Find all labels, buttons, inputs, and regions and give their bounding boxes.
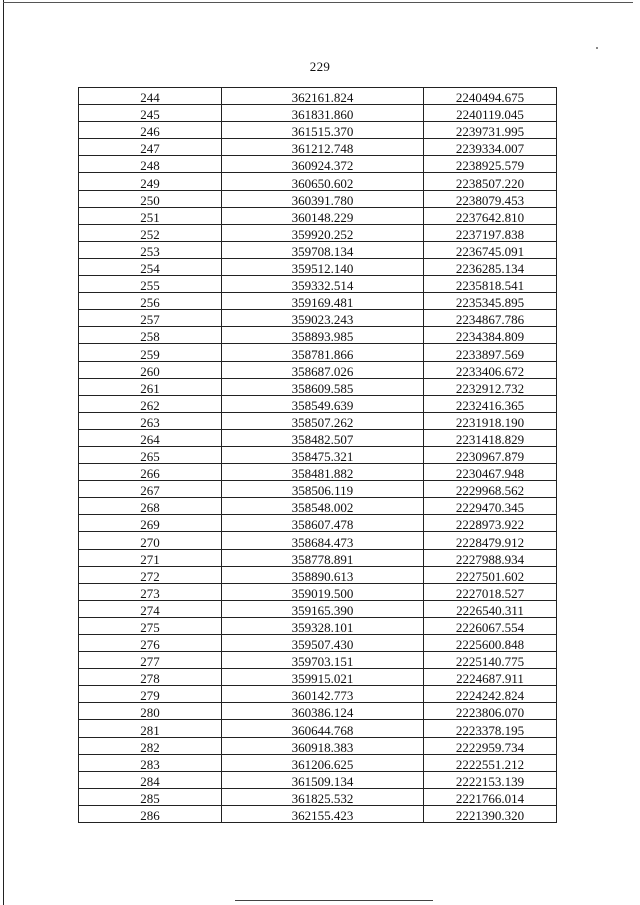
- point-number-cell: 279: [79, 686, 222, 703]
- x-coordinate-cell: 360644.768: [222, 720, 424, 737]
- footer-rule: [235, 900, 433, 901]
- point-number-cell: 245: [79, 105, 222, 122]
- y-coordinate-cell: 2237197.838: [424, 224, 557, 241]
- y-coordinate-cell: 2236285.134: [424, 258, 557, 275]
- point-number-cell: 257: [79, 310, 222, 327]
- point-number-cell: 269: [79, 515, 222, 532]
- x-coordinate-cell: 360924.372: [222, 156, 424, 173]
- page-number: 229: [309, 59, 331, 74]
- table-row: [79, 635, 557, 652]
- point-number-cell: 254: [79, 258, 222, 275]
- point-number-cell: 271: [79, 549, 222, 566]
- point-number-cell: 268: [79, 498, 222, 515]
- table-row: [79, 88, 557, 105]
- x-coordinate-cell: 359703.151: [222, 652, 424, 669]
- y-coordinate-cell: 2222551.212: [424, 754, 557, 771]
- point-number-cell: 270: [79, 532, 222, 549]
- table-row: [79, 361, 557, 378]
- x-coordinate-cell: 359512.140: [222, 258, 424, 275]
- x-coordinate-cell: 358548.002: [222, 498, 424, 515]
- x-coordinate-cell: 358890.613: [222, 566, 424, 583]
- y-coordinate-cell: 2233897.569: [424, 344, 557, 361]
- x-coordinate-cell: 358507.262: [222, 412, 424, 429]
- table-row: [79, 600, 557, 617]
- y-coordinate-cell: 2227988.934: [424, 549, 557, 566]
- point-number-cell: 273: [79, 583, 222, 600]
- table-row: [79, 310, 557, 327]
- x-coordinate-cell: 358893.985: [222, 327, 424, 344]
- x-coordinate-cell: 361509.134: [222, 771, 424, 788]
- y-coordinate-cell: 2230467.948: [424, 464, 557, 481]
- y-coordinate-cell: 2240494.675: [424, 88, 557, 105]
- y-coordinate-cell: 2235818.541: [424, 276, 557, 293]
- y-coordinate-cell: 2233406.672: [424, 361, 557, 378]
- y-coordinate-cell: 2236745.091: [424, 241, 557, 258]
- table-row: [79, 412, 557, 429]
- point-number-cell: 266: [79, 464, 222, 481]
- table-row: [79, 258, 557, 275]
- x-coordinate-cell: 360650.602: [222, 173, 424, 190]
- y-coordinate-cell: 2224687.911: [424, 669, 557, 686]
- table-row: [79, 481, 557, 498]
- y-coordinate-cell: 2234384.809: [424, 327, 557, 344]
- x-coordinate-cell: 360386.124: [222, 703, 424, 720]
- coordinates-table-wrapper: [78, 87, 555, 823]
- point-number-cell: 285: [79, 788, 222, 805]
- x-coordinate-cell: 358481.882: [222, 464, 424, 481]
- point-number-cell: 267: [79, 481, 222, 498]
- table-row: [79, 446, 557, 463]
- x-coordinate-cell: 361515.370: [222, 122, 424, 139]
- y-coordinate-cell: 2238925.579: [424, 156, 557, 173]
- table-row: [79, 566, 557, 583]
- point-number-cell: 276: [79, 635, 222, 652]
- point-number-cell: 250: [79, 190, 222, 207]
- point-number-cell: 275: [79, 617, 222, 634]
- table-row: [79, 720, 557, 737]
- scan-edge-top: [3, 2, 633, 3]
- table-row: [79, 771, 557, 788]
- x-coordinate-cell: 361831.860: [222, 105, 424, 122]
- y-coordinate-cell: 2234867.786: [424, 310, 557, 327]
- x-coordinate-cell: 359708.134: [222, 241, 424, 258]
- point-number-cell: 259: [79, 344, 222, 361]
- y-coordinate-cell: 2224242.824: [424, 686, 557, 703]
- table-row: [79, 498, 557, 515]
- x-coordinate-cell: 360918.383: [222, 737, 424, 754]
- point-number-cell: 263: [79, 412, 222, 429]
- table-row: [79, 395, 557, 412]
- point-number-cell: 280: [79, 703, 222, 720]
- point-number-cell: 251: [79, 207, 222, 224]
- y-coordinate-cell: 2226067.554: [424, 617, 557, 634]
- x-coordinate-cell: 359915.021: [222, 669, 424, 686]
- point-number-cell: 244: [79, 88, 222, 105]
- y-coordinate-cell: 2229968.562: [424, 481, 557, 498]
- table-row: [79, 429, 557, 446]
- point-number-cell: 249: [79, 173, 222, 190]
- y-coordinate-cell: 2222959.734: [424, 737, 557, 754]
- y-coordinate-cell: 2222153.139: [424, 771, 557, 788]
- point-number-cell: 247: [79, 139, 222, 156]
- x-coordinate-cell: 358482.507: [222, 429, 424, 446]
- point-number-cell: 274: [79, 600, 222, 617]
- table-row: [79, 156, 557, 173]
- x-coordinate-cell: 361825.532: [222, 788, 424, 805]
- table-row: [79, 173, 557, 190]
- x-coordinate-cell: 359332.514: [222, 276, 424, 293]
- x-coordinate-cell: 358778.891: [222, 549, 424, 566]
- y-coordinate-cell: 2228973.922: [424, 515, 557, 532]
- y-coordinate-cell: 2235345.895: [424, 293, 557, 310]
- y-coordinate-cell: 2232416.365: [424, 395, 557, 412]
- y-coordinate-cell: 2229470.345: [424, 498, 557, 515]
- table-row: [79, 549, 557, 566]
- x-coordinate-cell: 362155.423: [222, 805, 424, 822]
- table-row: [79, 788, 557, 805]
- x-coordinate-cell: 358687.026: [222, 361, 424, 378]
- x-coordinate-cell: 358684.473: [222, 532, 424, 549]
- table-row: [79, 327, 557, 344]
- coordinates-table: [78, 87, 557, 823]
- x-coordinate-cell: 358607.478: [222, 515, 424, 532]
- y-coordinate-cell: 2223806.070: [424, 703, 557, 720]
- x-coordinate-cell: 358475.321: [222, 446, 424, 463]
- y-coordinate-cell: 2231418.829: [424, 429, 557, 446]
- table-row: [79, 207, 557, 224]
- table-row: [79, 737, 557, 754]
- table-row: [79, 805, 557, 822]
- x-coordinate-cell: 358549.639: [222, 395, 424, 412]
- x-coordinate-cell: 360391.780: [222, 190, 424, 207]
- y-coordinate-cell: 2226540.311: [424, 600, 557, 617]
- x-coordinate-cell: 359328.101: [222, 617, 424, 634]
- point-number-cell: 284: [79, 771, 222, 788]
- point-number-cell: 277: [79, 652, 222, 669]
- table-row: [79, 105, 557, 122]
- x-coordinate-cell: 360142.773: [222, 686, 424, 703]
- table-row: [79, 190, 557, 207]
- point-number-cell: 262: [79, 395, 222, 412]
- x-coordinate-cell: 359023.243: [222, 310, 424, 327]
- table-row: [79, 122, 557, 139]
- point-number-cell: 255: [79, 276, 222, 293]
- point-number-cell: 248: [79, 156, 222, 173]
- point-number-cell: 272: [79, 566, 222, 583]
- y-coordinate-cell: 2238507.220: [424, 173, 557, 190]
- y-coordinate-cell: 2240119.045: [424, 105, 557, 122]
- x-coordinate-cell: 361212.748: [222, 139, 424, 156]
- x-coordinate-cell: 362161.824: [222, 88, 424, 105]
- y-coordinate-cell: 2239334.007: [424, 139, 557, 156]
- table-row: [79, 652, 557, 669]
- point-number-cell: 283: [79, 754, 222, 771]
- table-row: [79, 703, 557, 720]
- point-number-cell: 256: [79, 293, 222, 310]
- y-coordinate-cell: 2221390.320: [424, 805, 557, 822]
- y-coordinate-cell: 2225600.848: [424, 635, 557, 652]
- y-coordinate-cell: 2239731.995: [424, 122, 557, 139]
- y-coordinate-cell: 2221766.014: [424, 788, 557, 805]
- y-coordinate-cell: 2232912.732: [424, 378, 557, 395]
- table-row: [79, 224, 557, 241]
- table-row: [79, 241, 557, 258]
- table-row: [79, 532, 557, 549]
- x-coordinate-cell: 359920.252: [222, 224, 424, 241]
- point-number-cell: 261: [79, 378, 222, 395]
- x-coordinate-cell: 361206.625: [222, 754, 424, 771]
- point-number-cell: 281: [79, 720, 222, 737]
- x-coordinate-cell: 358609.585: [222, 378, 424, 395]
- y-coordinate-cell: 2228479.912: [424, 532, 557, 549]
- point-number-cell: 252: [79, 224, 222, 241]
- table-row: [79, 686, 557, 703]
- coordinates-table-body: [79, 88, 557, 823]
- point-number-cell: 286: [79, 805, 222, 822]
- y-coordinate-cell: 2223378.195: [424, 720, 557, 737]
- point-number-cell: 278: [79, 669, 222, 686]
- x-coordinate-cell: 358781.866: [222, 344, 424, 361]
- scan-speck: [596, 47, 598, 49]
- point-number-cell: 253: [79, 241, 222, 258]
- table-row: [79, 617, 557, 634]
- table-row: [79, 293, 557, 310]
- y-coordinate-cell: 2227501.602: [424, 566, 557, 583]
- table-row: [79, 139, 557, 156]
- table-row: [79, 344, 557, 361]
- table-row: [79, 515, 557, 532]
- table-row: [79, 754, 557, 771]
- table-row: [79, 669, 557, 686]
- x-coordinate-cell: 359169.481: [222, 293, 424, 310]
- y-coordinate-cell: 2227018.527: [424, 583, 557, 600]
- x-coordinate-cell: 360148.229: [222, 207, 424, 224]
- scan-edge-left: [3, 0, 4, 905]
- y-coordinate-cell: 2230967.879: [424, 446, 557, 463]
- x-coordinate-cell: 358506.119: [222, 481, 424, 498]
- y-coordinate-cell: 2237642.810: [424, 207, 557, 224]
- y-coordinate-cell: 2225140.775: [424, 652, 557, 669]
- point-number-cell: 258: [79, 327, 222, 344]
- y-coordinate-cell: 2238079.453: [424, 190, 557, 207]
- table-row: [79, 583, 557, 600]
- x-coordinate-cell: 359507.430: [222, 635, 424, 652]
- table-row: [79, 464, 557, 481]
- point-number-cell: 264: [79, 429, 222, 446]
- table-row: [79, 378, 557, 395]
- point-number-cell: 265: [79, 446, 222, 463]
- point-number-cell: 282: [79, 737, 222, 754]
- point-number-cell: 260: [79, 361, 222, 378]
- y-coordinate-cell: 2231918.190: [424, 412, 557, 429]
- x-coordinate-cell: 359019.500: [222, 583, 424, 600]
- x-coordinate-cell: 359165.390: [222, 600, 424, 617]
- point-number-cell: 246: [79, 122, 222, 139]
- table-row: [79, 276, 557, 293]
